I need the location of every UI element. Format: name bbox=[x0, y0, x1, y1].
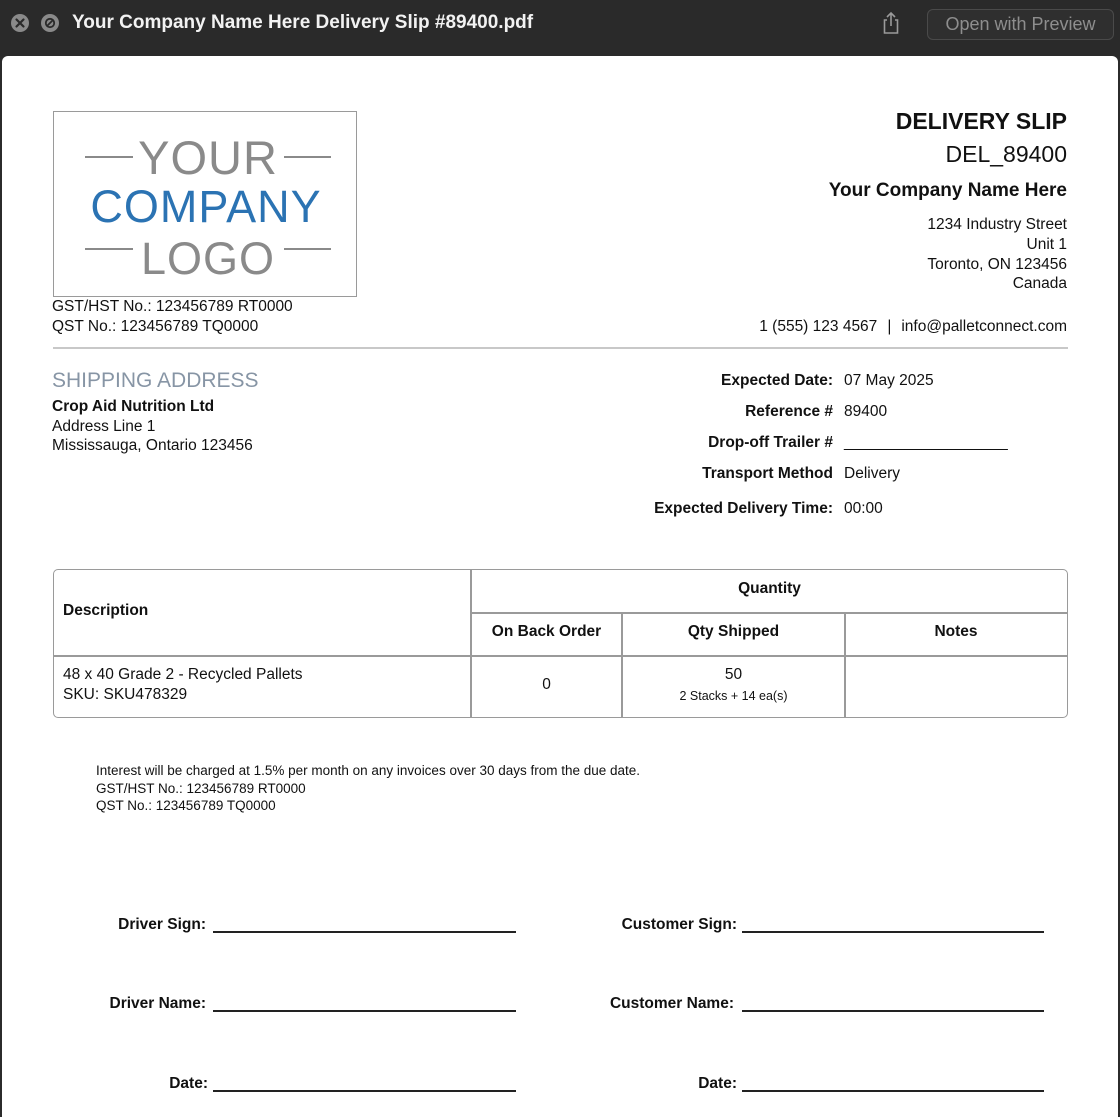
trailer-value: ___________________ bbox=[844, 434, 1008, 451]
gst-number-top: GST/HST No.: 123456789 RT0000 bbox=[52, 298, 293, 315]
document-number: DEL_89400 bbox=[945, 141, 1067, 167]
share-icon[interactable] bbox=[880, 11, 902, 35]
logo-line-3: LOGO bbox=[140, 233, 276, 284]
header-back-order: On Back Order bbox=[491, 623, 602, 640]
row-sku: SKU: SKU478329 bbox=[63, 686, 188, 703]
driver-sign-line bbox=[213, 931, 516, 933]
logo-line-1: YOUR bbox=[138, 131, 278, 184]
header-description: Description bbox=[63, 602, 149, 619]
gst-number-footer: GST/HST No.: 123456789 RT0000 bbox=[96, 781, 306, 796]
customer-sign-line bbox=[742, 931, 1044, 933]
header-divider bbox=[53, 347, 1068, 349]
logo-line-2: COMPANY bbox=[90, 181, 322, 232]
driver-date-label: Date: bbox=[169, 1075, 208, 1092]
qst-number-top: QST No.: 123456789 TQ0000 bbox=[52, 318, 259, 335]
reference-label: Reference # bbox=[745, 403, 833, 420]
delivery-time-label: Expected Delivery Time: bbox=[654, 500, 833, 517]
shipping-name: Crop Aid Nutrition Ltd bbox=[52, 398, 215, 415]
hide-icon[interactable] bbox=[41, 14, 59, 32]
transport-value: Delivery bbox=[844, 465, 900, 482]
shipping-address-line: Address Line 1 bbox=[52, 418, 156, 435]
row-qty-shipped: 50 bbox=[724, 666, 743, 683]
row-back-order: 0 bbox=[542, 676, 551, 693]
row-qty-detail: 2 Stacks + 14 ea(s) bbox=[679, 689, 788, 703]
customer-name-label: Customer Name: bbox=[609, 995, 734, 1012]
header-quantity: Quantity bbox=[738, 580, 801, 597]
contact-separator: | bbox=[887, 318, 892, 335]
customer-date-line bbox=[742, 1090, 1044, 1092]
title-bar bbox=[0, 0, 1120, 56]
open-with-preview-button[interactable]: Open with Preview bbox=[927, 9, 1114, 40]
driver-sign-label: Driver Sign: bbox=[118, 916, 206, 933]
driver-name-label: Driver Name: bbox=[109, 995, 206, 1012]
driver-date-line bbox=[213, 1090, 516, 1092]
delivery-time-value: 00:00 bbox=[844, 500, 883, 517]
company-phone: 1 (555) 123 4567 bbox=[759, 318, 878, 335]
window-title: Your Company Name Here Delivery Slip #89400.pdf bbox=[72, 12, 534, 33]
qst-number-footer: QST No.: 123456789 TQ0000 bbox=[96, 798, 276, 813]
company-contact bbox=[759, 318, 1067, 336]
company-email[interactable]: info@palletconnect.com bbox=[901, 318, 1067, 335]
trailer-label: Drop-off Trailer # bbox=[708, 434, 833, 451]
interest-note: Interest will be charged at 1.5% per month on any invoices over 30 days from the due date. bbox=[96, 763, 641, 778]
customer-date-label: Date: bbox=[698, 1075, 737, 1092]
document-page bbox=[2, 56, 1118, 1117]
row-description: 48 x 40 Grade 2 - Recycled Pallets bbox=[63, 666, 303, 683]
document-title: DELIVERY SLIP bbox=[895, 108, 1067, 134]
customer-sign-label: Customer Sign: bbox=[621, 916, 737, 933]
close-icon[interactable] bbox=[11, 14, 29, 32]
reference-value: 89400 bbox=[844, 403, 888, 420]
company-address-line: 1234 Industry Street bbox=[927, 216, 1067, 233]
header-notes: Notes bbox=[934, 623, 978, 640]
shipping-address-line: Mississauga, Ontario 123456 bbox=[52, 437, 253, 454]
company-name: Your Company Name Here bbox=[828, 180, 1067, 201]
company-logo bbox=[53, 111, 357, 297]
expected-date-value: 07 May 2025 bbox=[844, 372, 934, 389]
customer-name-line bbox=[742, 1010, 1044, 1012]
company-address-line: Unit 1 bbox=[1026, 236, 1067, 253]
shipping-heading: SHIPPING ADDRESS bbox=[52, 369, 259, 392]
company-address-line: Canada bbox=[1012, 275, 1067, 292]
expected-date-label: Expected Date: bbox=[721, 372, 833, 389]
company-address-line: Toronto, ON 123456 bbox=[927, 256, 1067, 273]
driver-name-line bbox=[213, 1010, 516, 1012]
transport-label: Transport Method bbox=[702, 465, 833, 482]
items-table bbox=[53, 569, 1068, 718]
header-qty-shipped: Qty Shipped bbox=[687, 623, 780, 640]
